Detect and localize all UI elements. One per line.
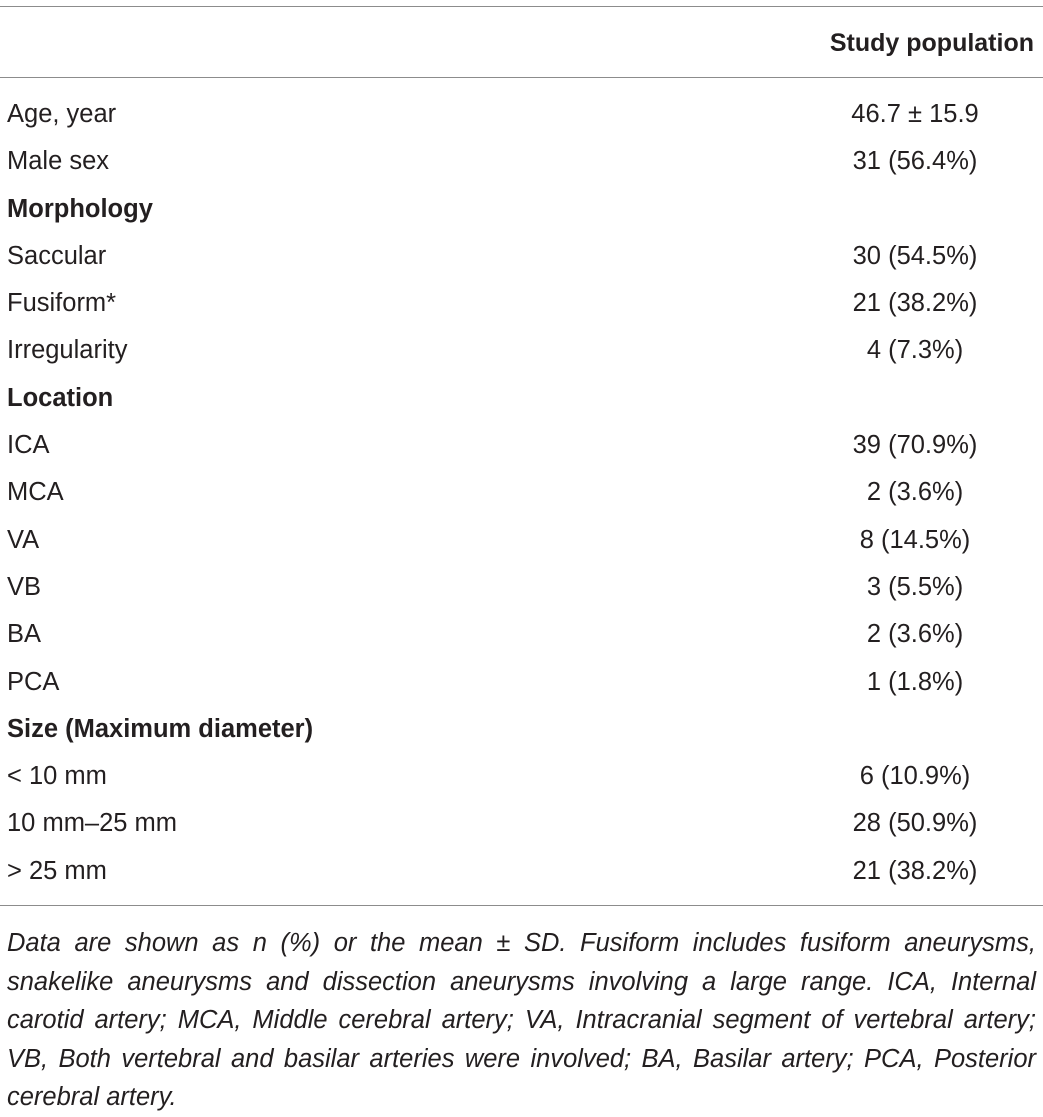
table-row — [0, 422, 1043, 469]
column-header-study-population: Study population — [829, 29, 1034, 57]
row-label: VB — [7, 572, 42, 601]
row-value: 4 (7.3%) — [866, 336, 964, 365]
section-heading: Location — [7, 383, 114, 412]
table-row — [0, 659, 1043, 706]
row-value: 8 (14.5%) — [859, 525, 971, 554]
table-row — [0, 800, 1043, 847]
row-value: 3 (5.5%) — [866, 572, 964, 601]
row-value: 21 (38.2%) — [852, 856, 978, 885]
row-value: 30 (54.5%) — [852, 241, 978, 270]
table-row — [0, 280, 1043, 327]
table-body — [0, 78, 1043, 905]
table-row — [0, 848, 1043, 895]
section-heading-row — [0, 186, 1043, 233]
row-value: 2 (3.6%) — [866, 620, 964, 649]
row-label: PCA — [7, 667, 60, 696]
row-label: 10 mm–25 mm — [7, 809, 178, 838]
row-label: BA — [7, 620, 42, 649]
row-label: Irregularity — [7, 336, 128, 365]
row-value: 2 (3.6%) — [866, 478, 964, 507]
row-label: Male sex — [7, 147, 110, 176]
section-heading: Morphology — [7, 194, 153, 223]
table-row — [0, 753, 1043, 800]
row-label: MCA — [7, 478, 64, 507]
row-label: < 10 mm — [7, 762, 107, 791]
row-label: ICA — [7, 431, 50, 460]
row-label: > 25 mm — [7, 856, 107, 885]
table-row — [0, 517, 1043, 564]
row-value: 1 (1.8%) — [866, 667, 964, 696]
row-label: Age, year — [7, 100, 117, 128]
table-row — [0, 611, 1043, 658]
row-label: Fusiform* — [7, 289, 117, 318]
table-row — [0, 233, 1043, 280]
row-value: 6 (10.9%) — [859, 762, 971, 791]
row-value: 31 (56.4%) — [852, 147, 978, 176]
section-heading: Size (Maximum diameter) — [7, 714, 314, 743]
row-value: 28 (50.9%) — [852, 809, 978, 838]
section-heading-row — [0, 375, 1043, 422]
row-value: 21 (38.2%) — [852, 289, 978, 318]
table-row — [0, 469, 1043, 516]
table-header-row — [0, 7, 1043, 77]
table-row — [0, 327, 1043, 374]
table-row — [0, 138, 1043, 185]
section-heading-row — [0, 706, 1043, 753]
table-row — [0, 91, 1043, 138]
row-label: Saccular — [7, 241, 107, 270]
row-label: VA — [7, 525, 40, 554]
table-row — [0, 564, 1043, 611]
row-value: 39 (70.9%) — [852, 431, 978, 460]
table-footnote: Data are shown as n (%) or the mean ± SD. Fusiform includes fusiform aneurysms, snakelike aneurysms and dissection aneurysms involving a large range. ICA, Internal carotid artery; MCA, Middle cerebral artery; VA, Intracranial segment of vertebral artery; VB, Both vertebral and basilar arteries were involved; BA, Basilar artery; PCA, Posterior cerebral artery. — [7, 929, 1036, 1112]
row-value: 46.7 ± 15.9 — [851, 100, 979, 128]
